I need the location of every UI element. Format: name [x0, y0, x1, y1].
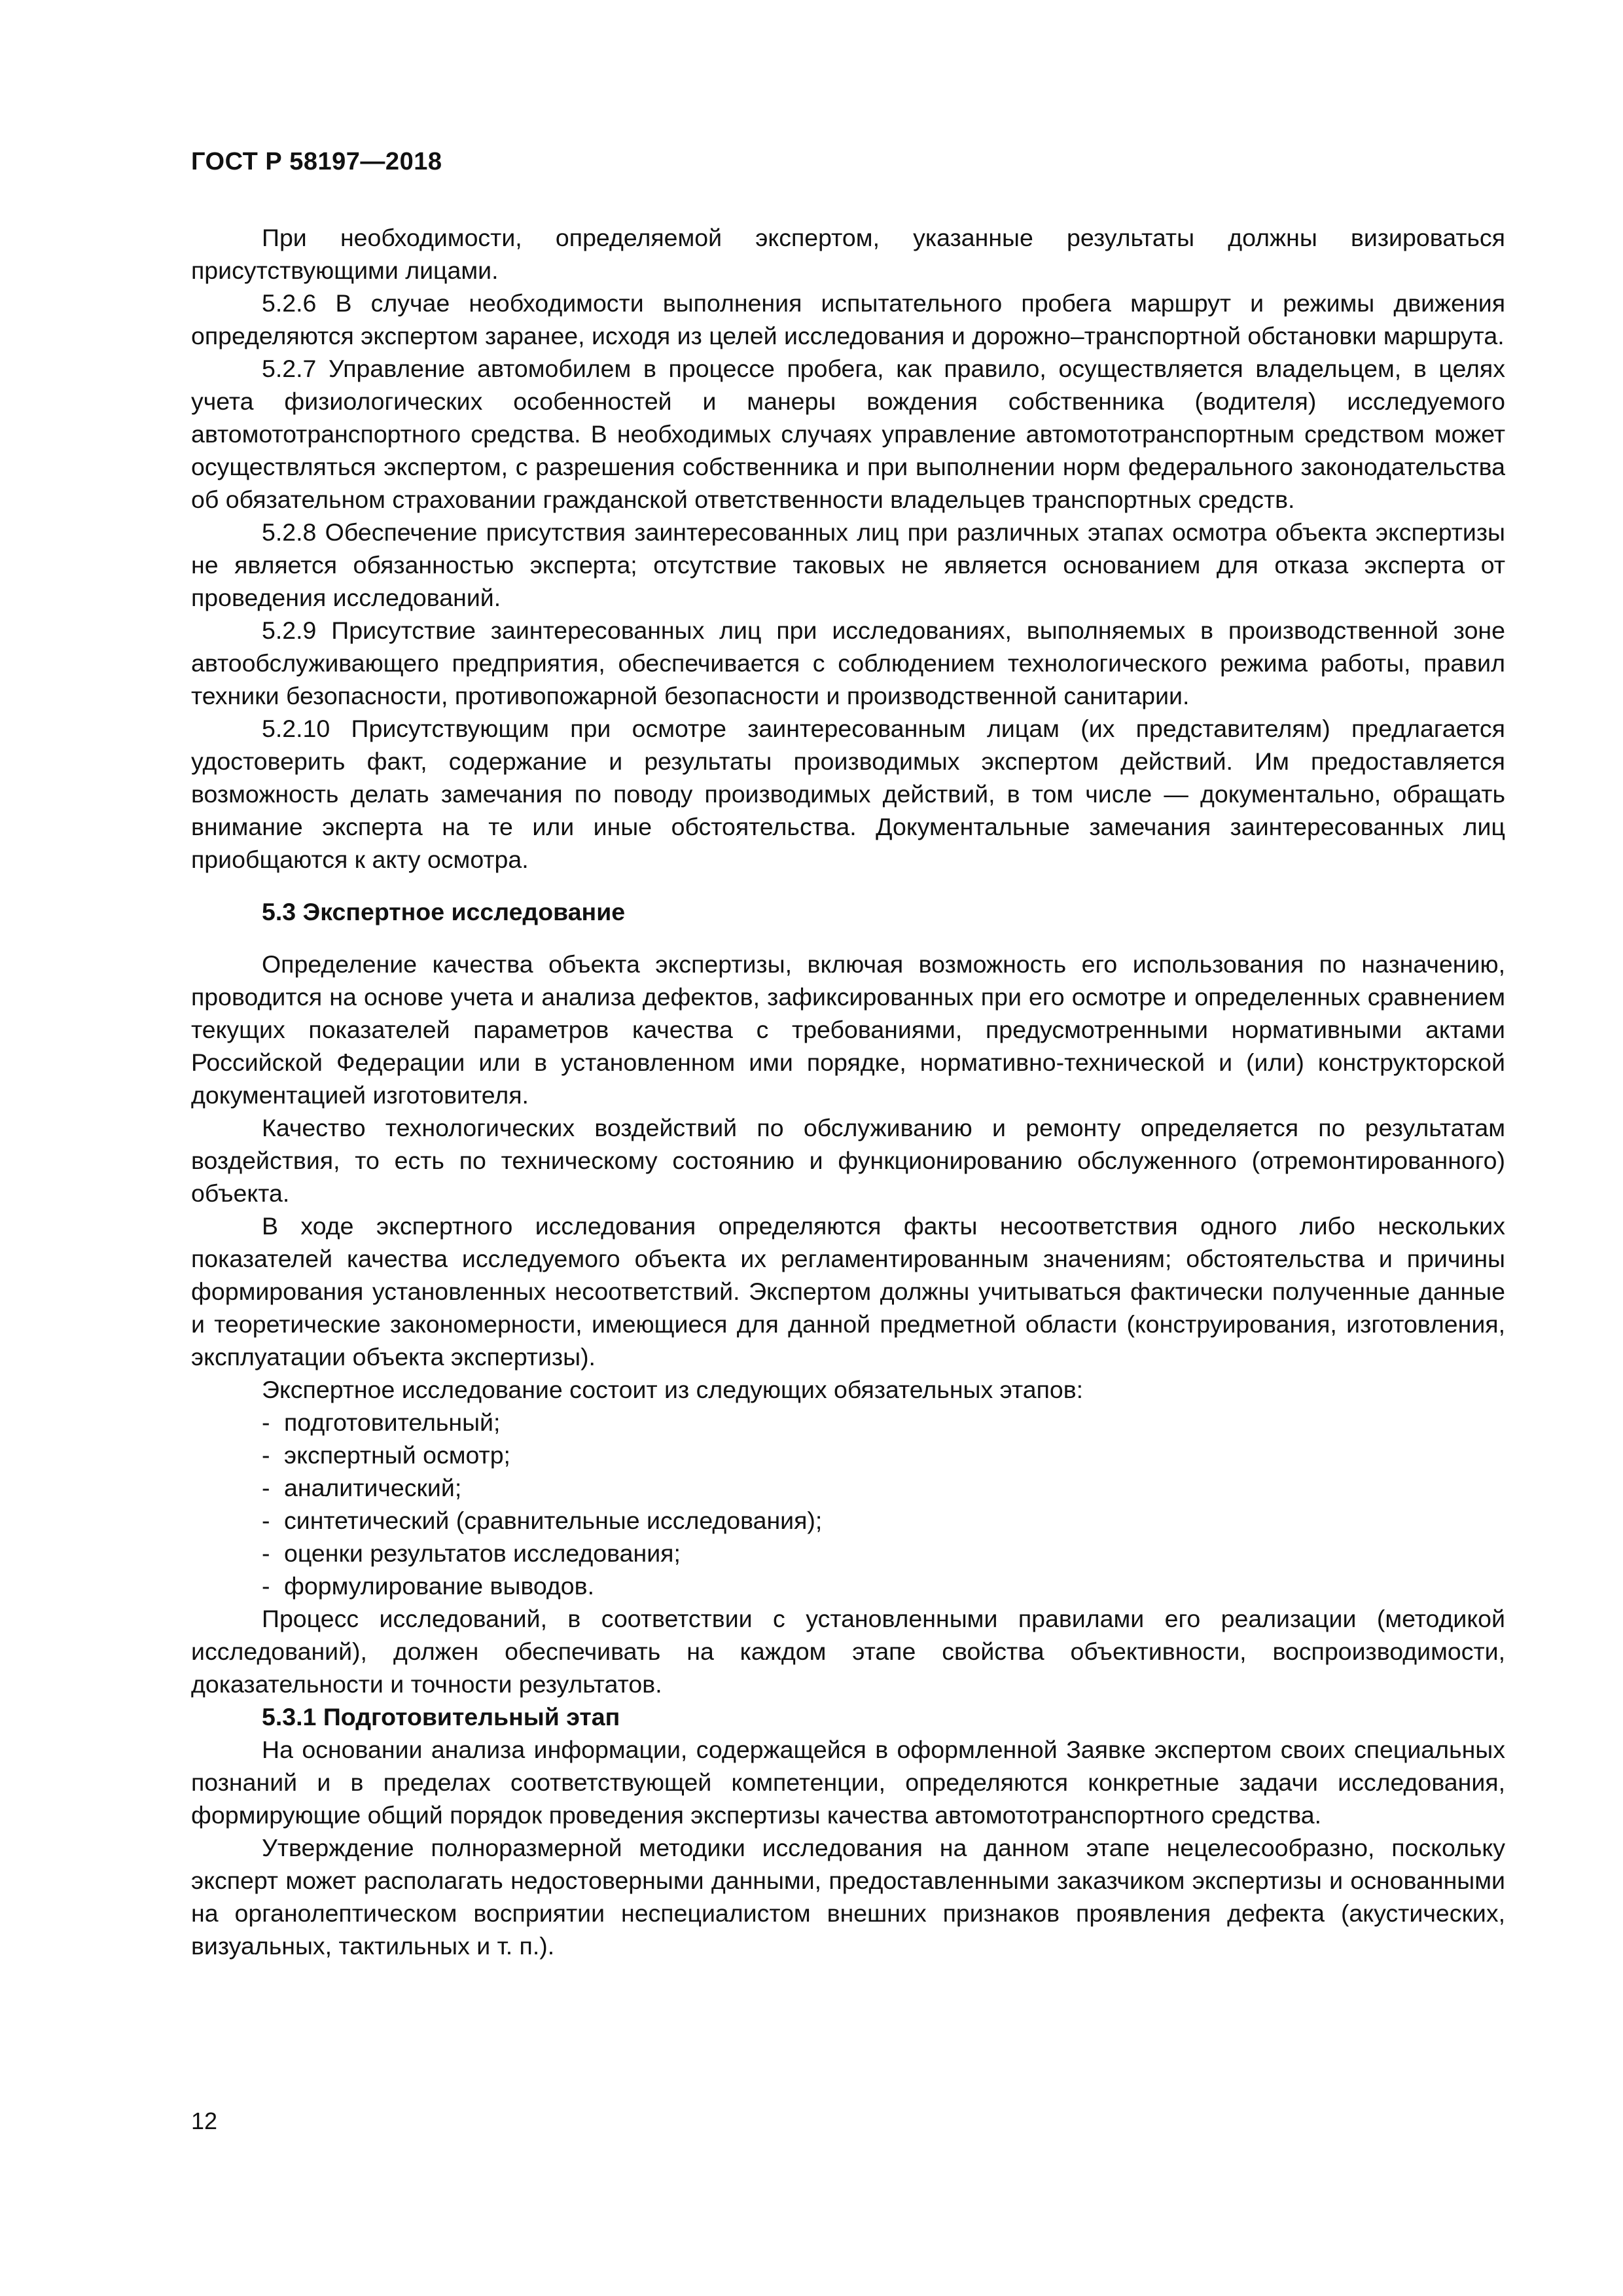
- subsection-title-5-3-1: 5.3.1 Подготовительный этап: [262, 1703, 620, 1731]
- list-item: [262, 1439, 1505, 1471]
- paragraph: При необходимости, определяемой экспертом, указанные результаты должны визироваться присутствующими лицами.: [191, 224, 1505, 284]
- list-item: [262, 1406, 1505, 1439]
- paragraph-5-2-8: 5.2.8 Обеспечение присутствия заинтересованных лиц при различных этапах осмотра объекта экспертизы не является обязанностью эксперта; отсутствие таковых не является основанием для отказа эксперта от проведения исследований.: [191, 518, 1505, 611]
- list-item-text: экспертный осмотр;: [284, 1441, 510, 1469]
- paragraph-list-intro: Экспертное исследование состоит из следующих обязательных этапов:: [262, 1376, 1084, 1403]
- paragraph: На основании анализа информации, содержащейся в оформленной Заявке экспертом своих специальных познаний и в пределах соответствующей компетенции, определяются конкретные задачи исследования, формирующие общий порядок проведения экспертизы качества автомототранспортного средства.: [191, 1736, 1505, 1829]
- list-item-text: формулирование выводов.: [284, 1572, 595, 1600]
- list-marker: -: [262, 1474, 270, 1501]
- list-marker: -: [262, 1507, 270, 1534]
- list-item-text: оценки результатов исследования;: [284, 1539, 681, 1567]
- list-item: [262, 1504, 1505, 1537]
- paragraph-5-2-9: 5.2.9 Присутствие заинтересованных лиц при исследованиях, выполняемых в производственной зоне автообслуживающего предприятия, обеспечивается с соблюдением технологического режима работы, правил техники безопасности, противопожарной безопасности и производственной санитарии.: [191, 617, 1505, 709]
- paragraph-5-2-6: 5.2.6 В случае необходимости выполнения испытательного пробега маршрут и режимы движения определяются экспертом заранее, исходя из целей исследования и дорожно–транспортной обстановки маршрута.: [191, 289, 1505, 350]
- list-item: [262, 1471, 1505, 1504]
- document-body: [191, 221, 1505, 1962]
- page-number: 12: [191, 2108, 218, 2134]
- stages-list: [191, 1406, 1505, 1602]
- section-title-5-3: 5.3 Экспертное исследование: [262, 898, 626, 925]
- list-item-text: подготовительный;: [284, 1408, 501, 1436]
- document-code-header: ГОСТ Р 58197—2018: [191, 148, 442, 175]
- paragraph-5-2-10: 5.2.10 Присутствующим при осмотре заинтересованным лицам (их представителям) предлагается удостоверить факт, содержание и результаты производимых экспертом действий. Им предоставляется возможность делать замечания по поводу производимых действий, в том числе — документально, обращать внимание эксперта на те или иные обстоятельства. Документальные замечания заинтересованных лиц приобщаются к акту осмотра.: [191, 715, 1505, 873]
- list-item: [262, 1537, 1505, 1570]
- list-item-text: синтетический (сравнительные исследования);: [284, 1507, 823, 1534]
- list-marker: -: [262, 1572, 270, 1600]
- list-item: [262, 1570, 1505, 1602]
- list-marker: -: [262, 1408, 270, 1436]
- paragraph: Процесс исследований, в соответствии с установленными правилами его реализации (методикой исследований), должен обеспечивать на каждом этапе свойства объективности, воспроизводимости, доказательности и точности результатов.: [191, 1605, 1505, 1698]
- document-page: [191, 0, 1505, 2296]
- list-marker: -: [262, 1441, 270, 1469]
- paragraph: Утверждение полноразмерной методики исследования на данном этапе нецелесообразно, поскольку эксперт может располагать недостоверными данными, предоставленными заказчиком экспертизы и основанными на органолептическом восприятии неспециалистом внешних признаков проявления дефекта (акустических, визуальных, тактильных и т. п.).: [191, 1834, 1505, 1960]
- paragraph-5-2-7: 5.2.7 Управление автомобилем в процессе пробега, как правило, осуществляется владельцем, в целях учета физиологических особенностей и манеры вождения собственника (водителя) исследуемого автомототранспортного средства. В необходимых случаях управление автомототранспортным средством может осуществляться экспертом, с разрешения собственника и при выполнении норм федерального законодательства об обязательном страховании гражданской ответственности владельцев транспортных средств.: [191, 355, 1505, 513]
- list-marker: -: [262, 1539, 270, 1567]
- paragraph: Определение качества объекта экспертизы, включая возможность его использования по назначению, проводится на основе учета и анализа дефектов, зафиксированных при его осмотре и определенных сравнением текущих показателей параметров качества с требованиями, предусмотренными нормативными актами Российской Федерации или в установленном ими порядке, нормативно-технической и (или) конструкторской документацией изготовителя.: [191, 950, 1505, 1109]
- paragraph: Качество технологических воздействий по обслуживанию и ремонту определяется по результатам воздействия, то есть по техническому состоянию и функционированию обслуженного (отремонтированного) объекта.: [191, 1114, 1505, 1207]
- list-item-text: аналитический;: [284, 1474, 462, 1501]
- paragraph: В ходе экспертного исследования определяются факты несоответствия одного либо нескольких показателей качества исследуемого объекта их регламентированным значениям; обстоятельства и причины формирования установленных несоответствий. Экспертом должны учитываться фактически полученные данные и теоретические закономерности, имеющиеся для данной предметной области (конструирования, изготовления, эксплуатации объекта экспертизы).: [191, 1212, 1505, 1371]
